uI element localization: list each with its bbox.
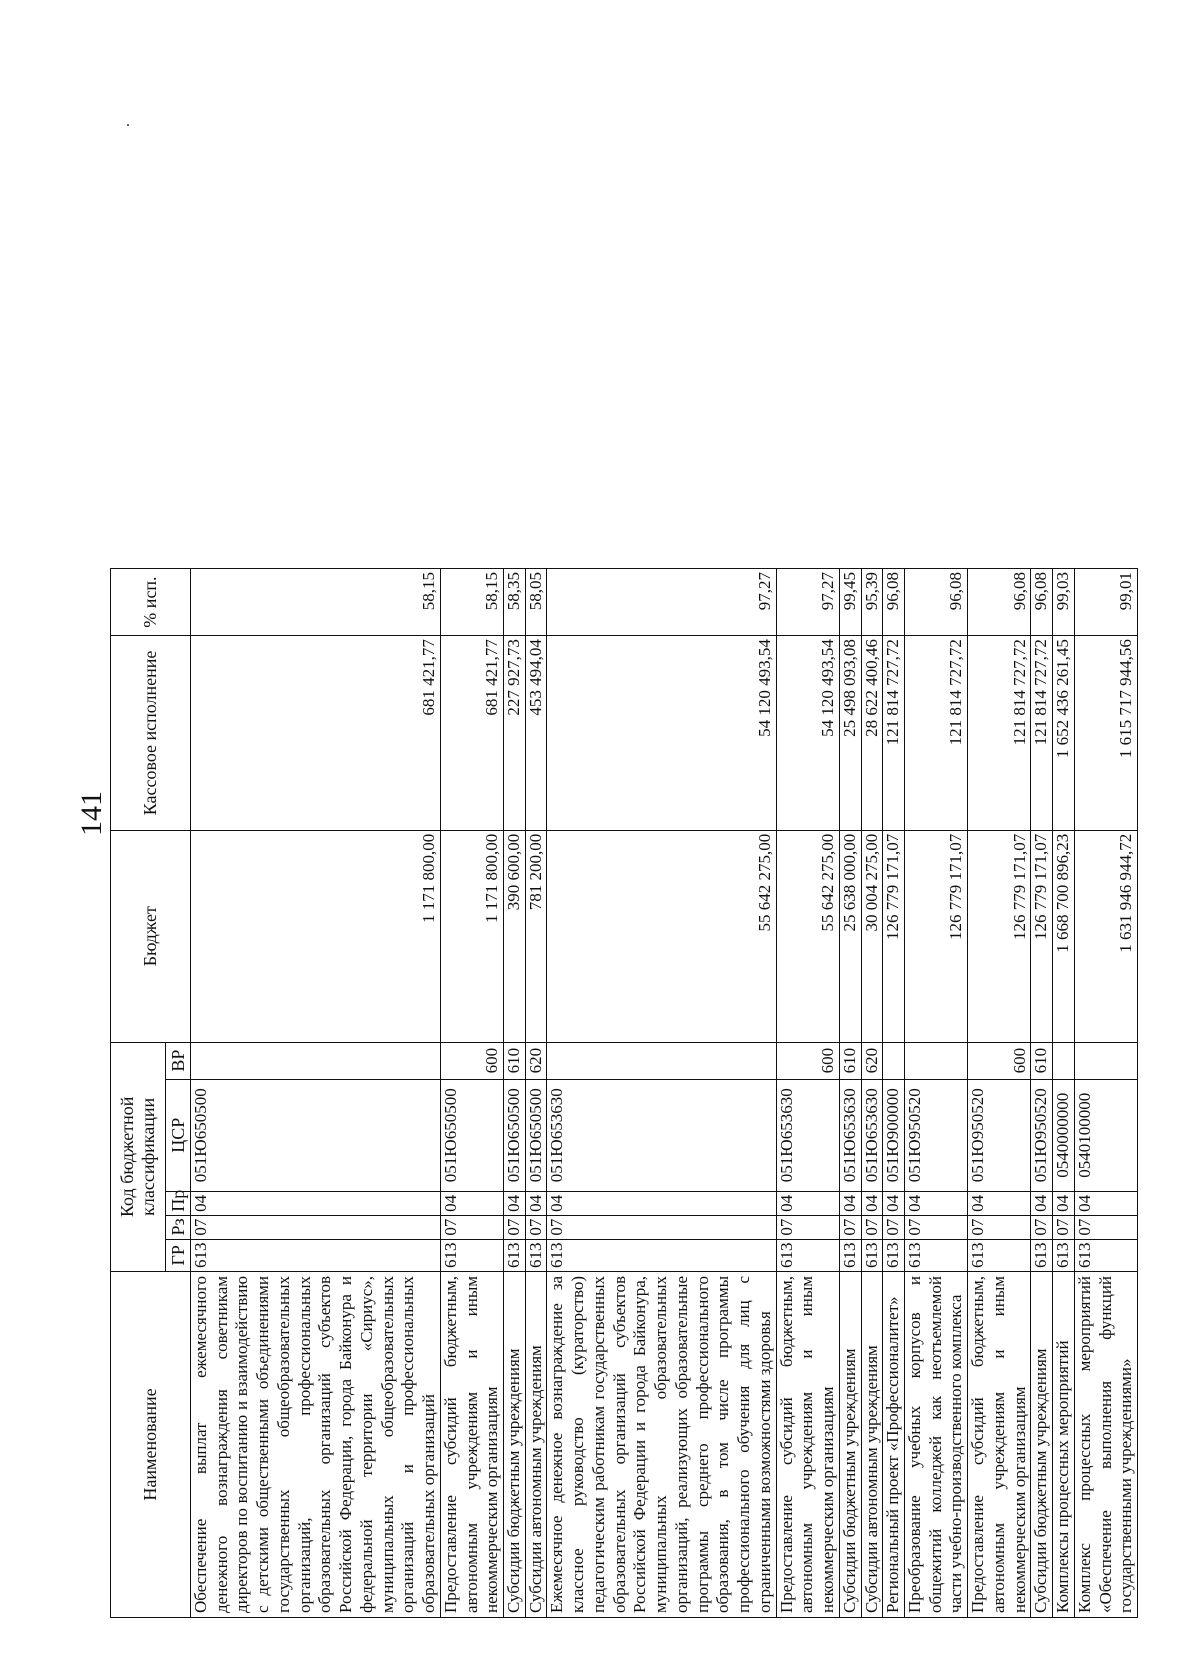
row-csr-cell: 051Ю653630 [861,1079,883,1191]
row-cash-cell: 54 120 493,54 [547,636,776,831]
row-pct-cell: 99,01 [1074,569,1137,636]
row-pr-cell: 04 [839,1191,861,1215]
row-pct-cell: 58,15 [191,569,441,636]
header-name: Наименование [111,1271,191,1617]
row-gr-cell: 613 [440,1239,503,1271]
row-name-cell: Субсидии бюджетным учреждениям [1031,1271,1053,1617]
row-budget-cell: 126 779 171,07 [1031,830,1053,1042]
row-pr-cell: 04 [968,1191,1031,1215]
row-csr-cell: 051Ю650500 [191,1079,441,1191]
row-pct-cell: 95,39 [861,569,883,636]
row-name-cell: Предоставление субсидий бюджетным, автономным учреждениям и иным некоммерческим организациям [968,1271,1031,1617]
row-name-cell: Комплексы процессных мероприятий [1053,1271,1075,1617]
row-pr-cell: 04 [1031,1191,1053,1215]
row-vr-cell: 610 [1031,1042,1053,1079]
row-csr-cell: 051Ю653630 [839,1079,861,1191]
row-vr-cell: 610 [839,1042,861,1079]
row-pr-cell: 04 [525,1191,547,1215]
row-cash-cell: 1 652 436 261,45 [1053,636,1075,831]
row-gr-cell: 613 [839,1239,861,1271]
row-csr-cell: 051Ю650500 [525,1079,547,1191]
row-pct-cell: 96,08 [1031,569,1053,636]
row-rz-cell: 07 [191,1215,441,1239]
row-name-cell: Преобразование учебных корпусов и общежитий колледжей как неотъемлемой части учебно-производственного комплекса [904,1271,967,1617]
row-pct-cell: 97,27 [776,569,839,636]
row-budget-cell: 126 779 171,07 [883,830,905,1042]
row-csr-cell: 051Ю950520 [1031,1079,1053,1191]
row-budget-cell: 30 004 275,00 [861,830,883,1042]
row-csr-cell: 051Ю653630 [547,1079,776,1191]
row-pr-cell: 04 [904,1191,967,1215]
row-gr-cell: 613 [504,1239,526,1271]
row-pr-cell: 04 [504,1191,526,1215]
row-vr-cell [883,1042,905,1079]
row-gr-cell: 613 [191,1239,441,1271]
row-csr-cell: 051Ю650500 [504,1079,526,1191]
row-pr-cell: 04 [861,1191,883,1215]
row-pct-cell: 58,15 [440,569,503,636]
row-cash-cell: 121 814 727,72 [1031,636,1053,831]
row-pr-cell: 04 [1053,1191,1075,1215]
row-pr-cell: 04 [776,1191,839,1215]
row-budget-cell: 781 200,00 [525,830,547,1042]
row-vr-cell [547,1042,776,1079]
row-rz-cell: 07 [776,1215,839,1239]
row-budget-cell: 1 668 700 896,23 [1053,830,1075,1042]
row-gr-cell: 613 [1074,1239,1137,1271]
row-cash-cell: 681 421,77 [440,636,503,831]
row-pct-cell: 96,08 [904,569,967,636]
row-gr-cell: 613 [547,1239,776,1271]
row-pct-cell: 58,35 [504,569,526,636]
row-pct-cell: 97,27 [547,569,776,636]
row-rz-cell: 07 [839,1215,861,1239]
row-rz-cell: 07 [904,1215,967,1239]
header-csr: ЦСР [166,1079,191,1191]
row-name-cell: Комплекс процессных мероприятий «Обеспечение выполнения функций государственными учреждениями» [1074,1271,1137,1617]
row-gr-cell: 613 [904,1239,967,1271]
row-budget-cell: 1 631 946 944,72 [1074,830,1137,1042]
header-gr: ГР [166,1239,191,1271]
row-name-cell: Субсидии бюджетным учреждениям [839,1271,861,1617]
row-rz-cell: 07 [861,1215,883,1239]
row-pr-cell: 04 [440,1191,503,1215]
row-pct-cell: 96,08 [883,569,905,636]
header-budget: Бюджет [111,830,191,1042]
table-row [547,569,776,1618]
row-budget-cell: 1 171 800,00 [191,830,441,1042]
row-pr-cell: 04 [883,1191,905,1215]
row-cash-cell: 121 814 727,72 [904,636,967,831]
table-row [861,569,883,1618]
row-csr-cell: 0540100000 [1074,1079,1137,1191]
row-name-cell: Субсидии автономным учреждениям [861,1271,883,1617]
row-cash-cell: 121 814 727,72 [883,636,905,831]
row-pct-cell: 96,08 [968,569,1031,636]
table-row [1074,569,1137,1618]
table-row [968,569,1031,1618]
row-cash-cell: 453 494,04 [525,636,547,831]
row-gr-cell: 613 [1053,1239,1075,1271]
table-body [191,569,1138,1618]
row-pct-cell: 99,45 [839,569,861,636]
row-csr-cell: 051Ю650500 [440,1079,503,1191]
row-cash-cell: 54 120 493,54 [776,636,839,831]
row-csr-cell: 051Ю950520 [904,1079,967,1191]
row-budget-cell: 126 779 171,07 [968,830,1031,1042]
table-row [440,569,503,1618]
row-pr-cell: 04 [1074,1191,1137,1215]
row-cash-cell: 28 622 400,46 [861,636,883,831]
row-budget-cell: 25 638 000,00 [839,830,861,1042]
scan-speck [127,124,129,126]
row-name-cell: Субсидии автономным учреждениям [525,1271,547,1617]
row-name-cell: Предоставление субсидий бюджетным, автономным учреждениям и иным некоммерческим организациям [776,1271,839,1617]
table-row [904,569,967,1618]
row-name-cell: Субсидии бюджетным учреждениям [504,1271,526,1617]
row-rz-cell: 07 [1074,1215,1137,1239]
table-row [1031,569,1053,1618]
row-name-cell: Обеспечение выплат ежемесячного денежного вознаграждения советникам директоров по воспитанию и взаимодействию с детскими общественными объединениями государственных общеобразовательных организаций, профессиональных образовательных организаций субъектов Российской Федерации, города Байконура и федеральной территории «Сириус», муниципальных общеобразовательных организаций и профессиональных образовательных организаций [191,1271,441,1617]
table-row [883,569,905,1618]
row-cash-cell: 25 498 093,08 [839,636,861,831]
header-cash: Кассовое исполнение [111,636,191,831]
row-gr-cell: 613 [968,1239,1031,1271]
row-pr-cell: 04 [191,1191,441,1215]
table-row [776,569,839,1618]
row-rz-cell: 07 [525,1215,547,1239]
row-vr-cell: 620 [525,1042,547,1079]
page-number: 141 [75,791,108,836]
row-budget-cell: 390 600,00 [504,830,526,1042]
row-name-cell: Ежемесячное денежное вознаграждение за классное руководство (кураторство) педагогическим работникам государственных образовательных организаций субъектов Российской Федерации и города Байконура, муниципальных образовательных организаций, реализующих образовательные программы среднего профессионального образования, в том числе программы профессионального обучения для лиц с ограниченными возможностями здоровья [547,1271,776,1617]
row-gr-cell: 613 [776,1239,839,1271]
header-pr: Пр [166,1191,191,1215]
row-vr-cell: 620 [861,1042,883,1079]
row-cash-cell: 681 421,77 [191,636,441,831]
header-vr: ВР [166,1042,191,1079]
row-rz-cell: 07 [1031,1215,1053,1239]
row-rz-cell: 07 [883,1215,905,1239]
row-name-cell: Предоставление субсидий бюджетным, автономным учреждениям и иным некоммерческим организациям [440,1271,503,1617]
row-vr-cell: 600 [440,1042,503,1079]
row-csr-cell: 0540000000 [1053,1079,1075,1191]
row-gr-cell: 613 [883,1239,905,1271]
row-cash-cell: 121 814 727,72 [968,636,1031,831]
row-rz-cell: 07 [440,1215,503,1239]
row-csr-cell: 051Ю900000 [883,1079,905,1191]
row-rz-cell: 07 [547,1215,776,1239]
table-row [504,569,526,1618]
row-name-cell: Региональный проект «Профессионалитет» [883,1271,905,1617]
row-pct-cell: 99,03 [1053,569,1075,636]
row-budget-cell: 55 642 275,00 [547,830,776,1042]
row-budget-cell: 1 171 800,00 [440,830,503,1042]
row-rz-cell: 07 [1053,1215,1075,1239]
header-rz: Рз [166,1215,191,1239]
row-csr-cell: 051Ю653630 [776,1079,839,1191]
row-vr-cell: 600 [968,1042,1031,1079]
row-budget-cell: 55 642 275,00 [776,830,839,1042]
row-vr-cell [1074,1042,1137,1079]
table-row [191,569,441,1618]
table-row [1053,569,1075,1618]
row-gr-cell: 613 [1031,1239,1053,1271]
table-row [839,569,861,1618]
row-rz-cell: 07 [504,1215,526,1239]
row-gr-cell: 613 [861,1239,883,1271]
row-csr-cell: 051Ю950520 [968,1079,1031,1191]
row-vr-cell [191,1042,441,1079]
budget-table [110,568,1138,1618]
header-code-group: Код бюджетной классификации [111,1042,166,1271]
row-pr-cell: 04 [547,1191,776,1215]
table-row [525,569,547,1618]
row-budget-cell: 126 779 171,07 [904,830,967,1042]
row-vr-cell: 610 [504,1042,526,1079]
row-rz-cell: 07 [968,1215,1031,1239]
row-vr-cell: 600 [776,1042,839,1079]
header-pct: % исп. [111,569,191,636]
row-vr-cell [904,1042,967,1079]
row-pct-cell: 58,05 [525,569,547,636]
row-vr-cell [1053,1042,1075,1079]
row-cash-cell: 1 615 717 944,56 [1074,636,1137,831]
row-gr-cell: 613 [525,1239,547,1271]
row-cash-cell: 227 927,73 [504,636,526,831]
